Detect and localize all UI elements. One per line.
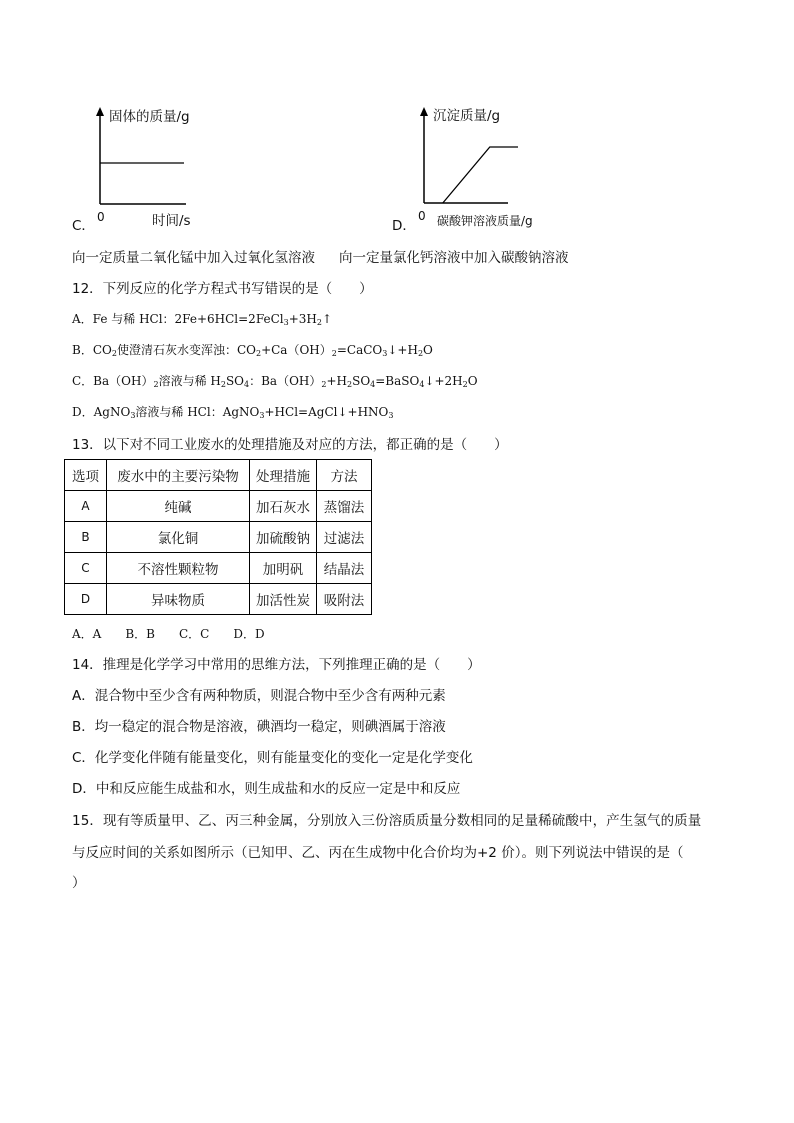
question-13-options: A．A B．B C．C D．D [72, 627, 265, 641]
table-cell: 加活性炭 [250, 584, 317, 615]
table-header-cell: 废水中的主要污染物 [107, 460, 250, 491]
question-15-line-2: 与反应时间的关系如图所示（已知甲、乙、丙在生成物中化合价均为+2 价）。则下列说法中错误的是（ [72, 845, 684, 861]
table-row [65, 584, 372, 615]
table-header-cell: 选项 [65, 460, 107, 491]
graph-d-origin: 0 [418, 209, 426, 223]
table-cell: 蒸馏法 [317, 491, 372, 522]
table-cell: D [65, 584, 107, 615]
table-row [65, 522, 372, 553]
table-cell: A [65, 491, 107, 522]
graph-c-ylabel: 固体的质量/g [109, 109, 190, 125]
graph-c-origin: 0 [97, 210, 105, 224]
graph-d-caption: 向一定量氯化钙溶液中加入碳酸钠溶液 [339, 250, 569, 266]
table-cell: 加硫酸钠 [250, 522, 317, 553]
table-cell: 氯化铜 [107, 522, 250, 553]
table-header-row [65, 460, 372, 491]
y-axis-arrow-icon [420, 107, 428, 116]
question-14-stem: 14．推理是化学学习中常用的思维方法，下列推理正确的是（ ） [72, 657, 481, 673]
table-cell: B [65, 522, 107, 553]
table-cell: 吸附法 [317, 584, 372, 615]
question-14-option-c: C．化学变化伴随有能量变化，则有能量变化的变化一定是化学变化 [72, 750, 473, 766]
option-d-label: D． [392, 218, 416, 234]
question-12-option-c: C．$Ba(OH)_2$溶液与稀 $H_2SO_4$：$Ba(OH)_2+H_2SO_4=BaSO_4↓+2H_2O$ [72, 374, 478, 389]
question-14-option-d: D．中和反应能生成盐和水，则生成盐和水的反应一定是中和反应 [72, 781, 461, 797]
table-cell: C [65, 553, 107, 584]
data-line [443, 147, 518, 203]
question-12-stem: 12．下列反应的化学方程式书写错误的是（ ） [72, 281, 373, 297]
option-c-label: C． [72, 218, 95, 234]
wastewater-table [64, 459, 372, 615]
table-cell: 过滤法 [317, 522, 372, 553]
table-cell: 加石灰水 [250, 491, 317, 522]
table-cell: 结晶法 [317, 553, 372, 584]
table-header-cell: 处理措施 [250, 460, 317, 491]
question-13-stem: 13．以下对不同工业废水的处理措施及对应的方法，都正确的是（ ） [72, 437, 508, 453]
y-axis-arrow-icon [96, 107, 104, 116]
table-cell: 不溶性颗粒物 [107, 553, 250, 584]
question-12-option-d: D．AgNO$_3$溶液与稀 HCl：$AgNO_3+HCl=AgCl↓+HNO_3$ [72, 405, 394, 420]
table-cell: 加明矾 [250, 553, 317, 584]
question-15-line-3: ） [72, 875, 86, 891]
question-15-line-1: 15．现有等质量甲、乙、丙三种金属，分别放入三份溶质质量分数相同的足量稀硫酸中，产生氢气的质量 [72, 813, 702, 829]
table-cell: 异味物质 [107, 584, 250, 615]
question-12-option-a: A．Fe 与稀 HCl：$2Fe+6HCl=2FeCl_3+3H_2↑$ [72, 312, 333, 327]
table-row [65, 553, 372, 584]
graph-c-caption: 向一定质量二氧化锰中加入过氧化氢溶液 [72, 250, 315, 266]
question-14-option-b: B．均一稳定的混合物是溶液，碘酒均一稳定，则碘酒属于溶液 [72, 719, 446, 735]
table-header-cell: 方法 [317, 460, 372, 491]
graph-d-xlabel: 碳酸钾溶液质量/g [437, 214, 533, 228]
table-cell: 纯碱 [107, 491, 250, 522]
graph-d-ylabel: 沉淀质量/g [433, 108, 501, 124]
graph-c-xlabel: 时间/s [152, 213, 191, 229]
table-row [65, 491, 372, 522]
question-12-option-b: B．$CO_2$使澄清石灰水变浑浊：$CO_2+Ca(OH)_2=CaCO_3↓+H_2O$ [72, 343, 433, 358]
question-14-option-a: A．混合物中至少含有两种物质，则混合物中至少含有两种元素 [72, 688, 446, 704]
